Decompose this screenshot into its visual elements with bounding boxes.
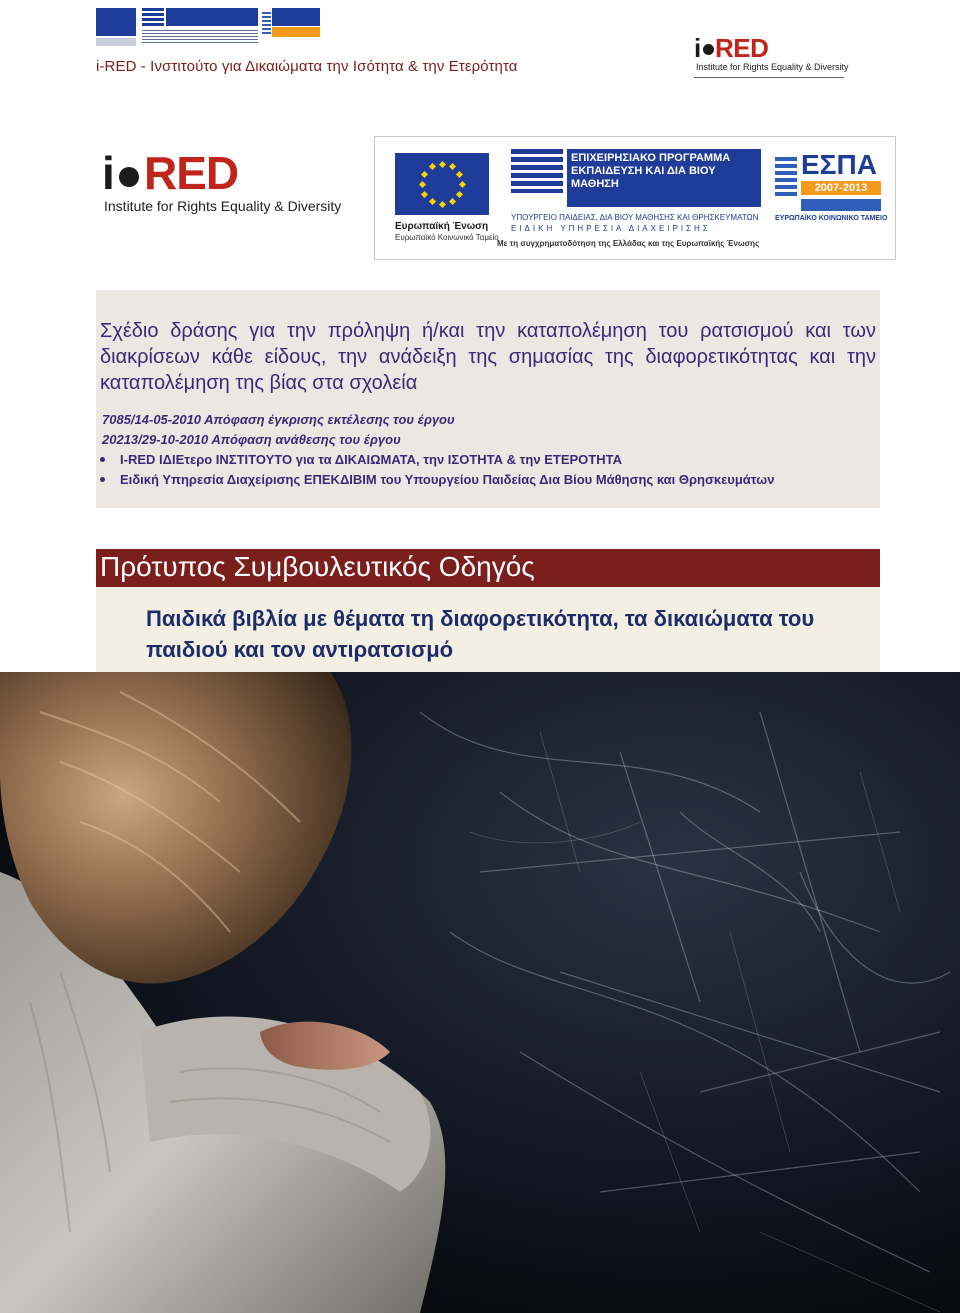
ired-logo-large (102, 148, 362, 220)
project-info-box (96, 290, 880, 508)
bullet-item-service (100, 470, 876, 489)
guide-subtitle: Παιδικά βιβλία με θέματα τη διαφορετικότητα, τα δικαιώματα του παιδιού και τον αντιρατσισμό (146, 606, 815, 662)
bullet-icon (100, 477, 105, 482)
cover-photo-illustration (0, 672, 960, 1313)
eu-star-icon (428, 163, 435, 170)
eu-fund-caption: Ευρωπαϊκό Κοινωνικό Ταμείο (395, 233, 499, 242)
eu-caption: Ευρωπαϊκή Ένωση (395, 221, 489, 232)
eu-star-icon (438, 200, 445, 207)
bullet-text: Ειδική Υπηρεσία Διαχείρισης ΕΠΕΚΔΙΒΙΜ του Υπουργείου Παιδείας Δια Βίου Μάθησης και Θρησκευμάτων (120, 472, 775, 487)
espa-years: 2007-2013 (801, 181, 881, 195)
project-title: Σχέδιο δράσης για την πρόληψη ή/και την καταπολέμηση του ρατσισμού και των διακρίσεων κάθε είδους, την ανάδειξη της σημασίας της διαφορετικότητας και την καταπολέμηση της βίας στα σχολεία (100, 320, 876, 394)
eu-flag-icon (395, 153, 489, 215)
eu-star-icon (448, 163, 455, 170)
cover-photo (0, 672, 960, 1313)
espa-bar (801, 199, 881, 211)
header-partner-logos (96, 6, 328, 50)
ired-logo-large-dot-icon (119, 167, 139, 187)
ired-logo-subtitle: Institute for Rights Equality & Diversity (696, 62, 849, 72)
eu-star-icon (438, 160, 445, 167)
eu-star-icon (428, 198, 435, 205)
eu-star-icon (421, 190, 428, 197)
eu-star-icon (456, 190, 463, 197)
epeaek-ministry: ΥΠΟΥΡΓΕΙΟ ΠΑΙΔΕΙΑΣ, ΔΙΑ ΒΙΟΥ ΜΑΘΗΣΗΣ ΚΑΙ ΘΡΗΣΚΕΥΜΑΤΩΝ (511, 213, 759, 222)
epeaek-title: ΕΠΙΧΕΙΡΗΣΙΑΚΟ ΠΡΟΓΡΑΜΜΑ ΕΚΠΑΙΔΕΥΣΗ ΚΑΙ ΔΙΑ ΒΙΟΥ ΜΑΘΗΣΗ (567, 149, 761, 193)
eu-star-icon (421, 170, 428, 177)
guide-subtitle-box (96, 587, 880, 673)
espa-logo-small (262, 8, 322, 48)
ired-logo-dot-icon (703, 44, 714, 55)
greek-flag-icon (775, 157, 797, 197)
ired-logo-large-i: i (102, 147, 115, 199)
running-title: i-RED - Ινστιτούτο για Δικαιώματα την Ισότητα & την Ετερότητα (96, 58, 518, 75)
ired-logo-i: i (694, 33, 702, 63)
eu-star-icon (418, 180, 425, 187)
eu-flag-small-icon (96, 8, 136, 36)
approval-decision: 7085/14-05-2010 Απόφαση έγκρισης εκτέλεσης του έργου (102, 412, 455, 427)
bullet-item-ired (100, 450, 876, 469)
ired-logo-red: RED (715, 33, 769, 63)
partners-banner (374, 136, 896, 260)
guide-heading-bar (96, 549, 880, 587)
epeaek-service: ΕΙΔΙΚΗ ΥΠΗΡΕΣΙΑ ΔΙΑΧΕΙΡΙΣΗΣ (511, 224, 711, 233)
epeaek-logo (511, 149, 761, 233)
eu-star-icon (456, 170, 463, 177)
ired-logo-large-subtitle: Institute for Rights Equality & Diversity (104, 198, 342, 214)
epeaek-stripes-icon (511, 149, 563, 193)
header-divider (694, 77, 844, 78)
ired-logo-large-red: RED (144, 147, 239, 199)
assignment-decision: 20213/29-10-2010 Απόφαση ανάθεσης του έργου (102, 432, 401, 447)
eu-star-icon (448, 198, 455, 205)
espa-logo (775, 149, 888, 231)
bullet-text: I-RED ΙΔΙΕτερο ΙΝΣΤΙΤΟΥΤΟ για τα ΔΙΚΑΙΩΜΑΤΑ, την ΙΣΟΤΗΤΑ & την ΕΤΕΡΟΤΗΤΑ (120, 452, 622, 467)
ired-logo-small (694, 34, 854, 74)
espa-title: ΕΣΠΑ (801, 149, 877, 180)
espa-fund: ΕΥΡΩΠΑΪΚΟ ΚΟΙΝΩΝΙΚΟ ΤΑΜΕΙΟ (775, 215, 888, 222)
cofunding-note: Με τη συγχρηματοδότηση της Ελλάδας και της Ευρωπαϊκής Ένωσης (497, 239, 760, 248)
epeaek-tagline-bar (567, 193, 761, 207)
guide-heading: Πρότυπος Συμβουλευτικός Οδηγός (100, 551, 535, 582)
epeaek-logo-small (142, 8, 258, 48)
eu-star-icon (458, 180, 465, 187)
bullet-icon (100, 457, 105, 462)
